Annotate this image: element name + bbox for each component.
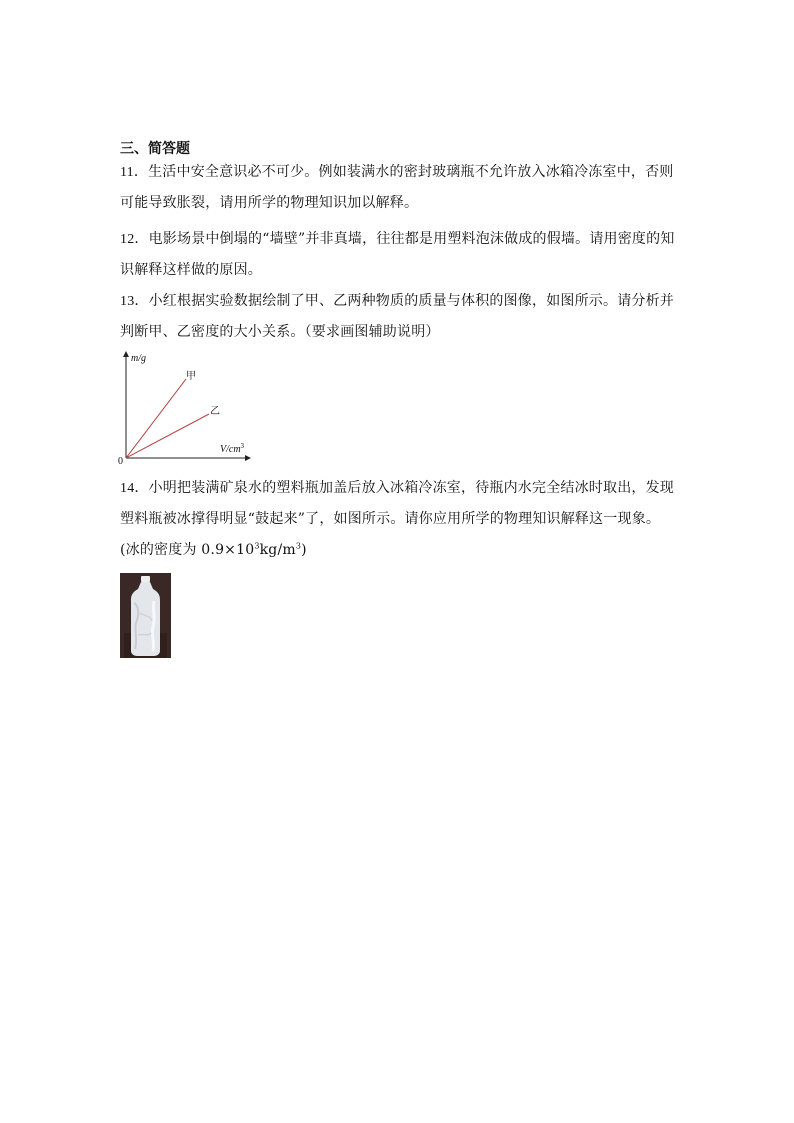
- question-tail: ): [301, 542, 307, 558]
- density-exponent: 3: [254, 541, 260, 551]
- question-number: 12．: [120, 232, 149, 247]
- bottle-drawing: [120, 573, 171, 658]
- question-number: 11．: [120, 165, 149, 180]
- line-jia: [126, 379, 186, 458]
- mass-volume-graph: [114, 348, 254, 466]
- section-title: 三、简答题: [120, 141, 190, 157]
- question-11: [120, 157, 676, 219]
- graph-svg: [114, 348, 254, 466]
- y-axis-label: m/g: [131, 353, 146, 364]
- question-text: 小明把装满矿泉水的塑料瓶加盖后放入冰箱冷冻室，待瓶内水完全结冰时取出，发现塑料瓶被冰撑得明显“鼓起来”了，如图所示。请你应用所学的物理知识解释这一现象。(冰的密度为 0.9×10: [120, 480, 675, 558]
- label-jia: 甲: [186, 371, 196, 382]
- question-number: 13．: [120, 294, 149, 309]
- density-unit: kg/m: [259, 542, 296, 558]
- frozen-bottle-photo: [120, 573, 171, 658]
- x-axis-label: $V/cm^3$: [220, 442, 245, 455]
- question-text: 电影场景中倒塌的“墙壁”并非真墙，往往都是用塑料泡沫做成的假墙。请用密度的知识解释这样做的原因。: [120, 231, 675, 278]
- question-12: [120, 224, 676, 286]
- question-text: 生活中安全意识必不可少。例如装满水的密封玻璃瓶不允许放入冰箱冷冻室中，否则可能导致胀裂，请用所学的物理知识加以解释。: [120, 164, 674, 211]
- label-yi: 乙: [210, 406, 220, 417]
- origin-label: 0: [118, 456, 123, 466]
- question-14: [120, 473, 676, 566]
- question-text: 小红根据实验数据绘制了甲、乙两种物质的质量与体积的图像，如图所示。请分析并判断甲、乙密度的大小关系。（要求画图辅助说明）: [120, 293, 675, 340]
- question-number: 14．: [120, 481, 149, 496]
- question-13: [120, 286, 676, 348]
- density-unit-exponent: 3: [295, 541, 302, 551]
- line-yi: [126, 414, 209, 458]
